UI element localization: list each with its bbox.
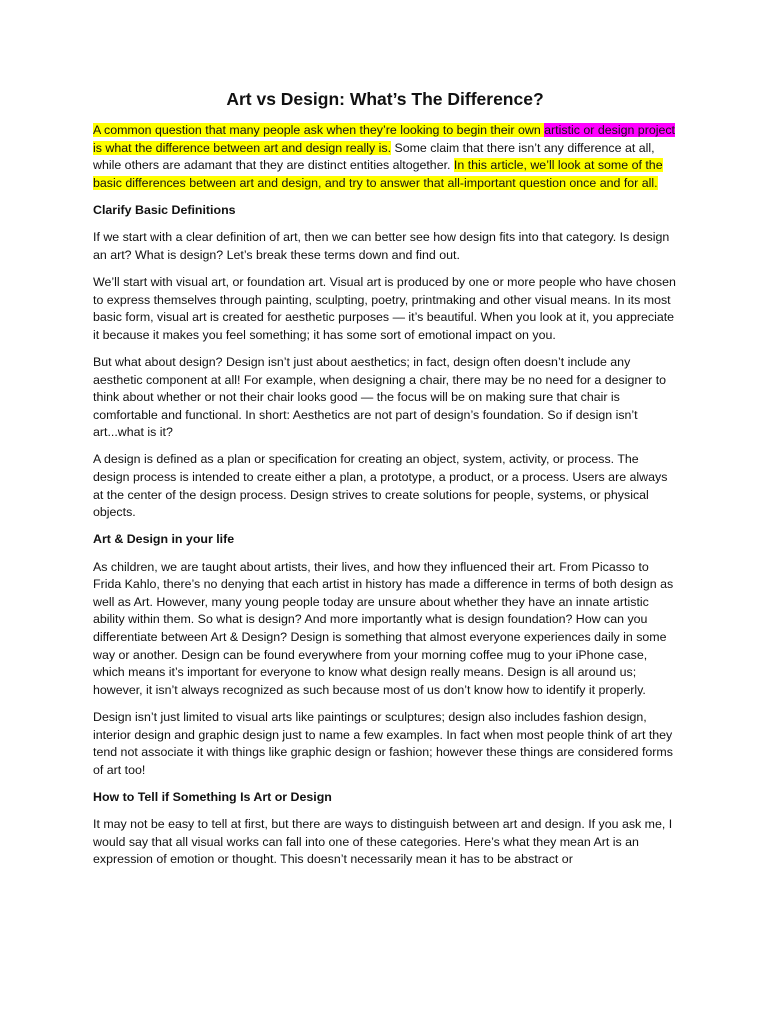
highlight-magenta: artistic or design project bbox=[544, 123, 676, 137]
section-heading: How to Tell if Something Is Art or Design bbox=[93, 789, 332, 804]
body-paragraph: If we start with a clear definition of art, then we can better see how design fits into that category. Is design an art? What is design? Let’s break these terms down and find out. bbox=[93, 230, 670, 262]
body-paragraph: Design isn’t just limited to visual arts like paintings or sculptures; design also includes fashion design, interior design and graphic design just to name a few examples. In fact when most people think of art they tend not associate it with things like graphic design or fashion; however these things are considered forms of art too! bbox=[93, 709, 673, 777]
intro-paragraph bbox=[93, 122, 677, 192]
highlight-yellow: A common question that many people ask when they’re looking to begin their own bbox=[93, 123, 545, 137]
body-paragraph: As children, we are taught about artists, their lives, and how they influenced their art. From Picasso to Frida Kahlo, there’s no denying that each artist in history has made a difference in terms of both design as well as Art. However, many young people today are unsure about whether they have an innate artistic ability within them. So what is design? And more importantly what is design foundation? How can you differentiate between Art & Design? Design is something that almost everyone experiences daily in some way or another. Design can be found everywhere from your morning coffee mug to your iPhone case, which means it’s important for everyone to know what design really means. Design is all around us; however, it isn’t always recognized as such because most of us don’t know how to identify it properly. bbox=[93, 559, 674, 697]
section-heading: Art & Design in your life bbox=[93, 532, 235, 547]
body-paragraph: A design is defined as a plan or specification for creating an object, system, activity, or process. The design process is intended to create either a plan, a prototype, a product, or a process. Users are always at the center of the design process. Design strives to create solutions for people, systems, or physical objects. bbox=[93, 452, 668, 520]
section-heading: Clarify Basic Definitions bbox=[93, 202, 236, 217]
document-title: Art vs Design: What’s The Difference? bbox=[226, 89, 544, 109]
intro-plain-text: Some claim that there isn’t any difference at all, while others are adamant that they are distinct entities altogether. bbox=[93, 140, 655, 173]
document-body bbox=[93, 88, 677, 879]
body-paragraph: We’ll start with visual art, or foundation art. Visual art is produced by one or more people who have chosen to express themselves through painting, sculpting, poetry, printmaking and other visual means. In its most basic form, visual art is created for aesthetic purposes — it’s beautiful. When you look at it, you appreciate it because it makes you feel something; it has some sort of emotional impact on you. bbox=[93, 274, 676, 342]
body-paragraph: But what about design? Design isn’t just about aesthetics; in fact, design often doesn’t include any aesthetic component at all! For example, when designing a chair, there may be no need for a designer to think about whether or not their chair looks good — the focus will be on making sure that chair is comfortable and functional. In short: Aesthetics are not part of design’s foundation. So if design isn’t art...what is it? bbox=[93, 354, 667, 440]
body-paragraph: It may not be easy to tell at first, but there are ways to distinguish between art and design. If you ask me, I would say that all visual works can fall into one of these categories. Here’s what they mean Art is an expression of emotion or thought. This doesn’t necessarily mean it has to be abstract or bbox=[93, 817, 673, 867]
highlight-yellow: In this article, we’ll look at some of the basic differences between art and design, and try to answer that all-important question once and for all. bbox=[93, 158, 663, 190]
highlight-yellow: is what the difference between art and design really is. bbox=[93, 140, 392, 155]
